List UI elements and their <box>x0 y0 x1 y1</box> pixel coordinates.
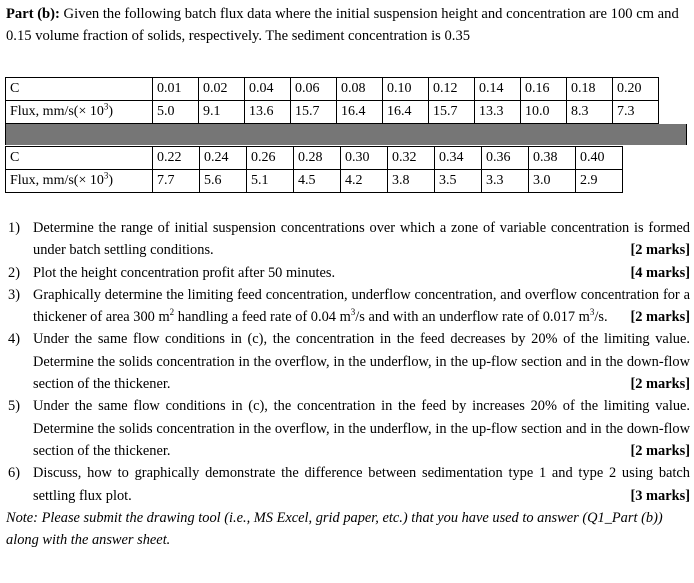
c-value: 0.04 <box>245 78 291 101</box>
question-item <box>6 262 690 284</box>
c-value: 0.10 <box>383 78 429 101</box>
flux-label <box>6 170 153 193</box>
question-number: 2) <box>8 264 20 281</box>
flux-label-text: Flux, mm/s(× 10 <box>10 104 104 119</box>
c-value: 0.32 <box>388 147 435 170</box>
concentration-label: C <box>6 147 153 170</box>
c-value: 0.36 <box>482 147 529 170</box>
flux-value: 4.5 <box>294 170 341 193</box>
flux-value: 5.1 <box>247 170 294 193</box>
flux-value: 7.7 <box>153 170 200 193</box>
c-value: 0.38 <box>529 147 576 170</box>
question-item <box>6 395 690 462</box>
flux-value: 2.9 <box>576 170 623 193</box>
question-marks: [3 marks] <box>630 487 690 504</box>
superscript: 3 <box>350 307 356 318</box>
question-marks: [4 marks] <box>630 264 690 281</box>
question-text: Graphically determine the limiting feed concentration, underflow concentration, and overflow concentration for a thickener of area 300 m <box>33 286 690 326</box>
question-marks: [2 marks] <box>630 309 690 326</box>
question-text: /s. <box>594 309 608 326</box>
c-value: 0.08 <box>337 78 383 101</box>
c-value: 0.02 <box>199 78 245 101</box>
question-list <box>6 217 690 551</box>
question-marks: [2 marks] <box>630 242 690 259</box>
c-value: 0.26 <box>247 147 294 170</box>
c-value: 0.14 <box>475 78 521 101</box>
c-value: 0.06 <box>291 78 337 101</box>
flux-value: 7.3 <box>613 101 659 124</box>
question-item <box>6 284 690 329</box>
superscript: 2 <box>169 307 175 318</box>
flux-value: 8.3 <box>567 101 613 124</box>
c-value: 0.12 <box>429 78 475 101</box>
question-item <box>6 328 690 395</box>
flux-value: 3.8 <box>388 170 435 193</box>
c-value: 0.40 <box>576 147 623 170</box>
table-separator-bar <box>5 124 687 145</box>
question-number: 1) <box>8 220 20 236</box>
question-number: 4) <box>8 331 20 348</box>
flux-value: 9.1 <box>199 101 245 124</box>
c-value: 0.01 <box>153 78 199 101</box>
flux-value: 13.6 <box>245 101 291 124</box>
flux-value: 3.3 <box>482 170 529 193</box>
intro-paragraph <box>6 4 690 47</box>
part-label: Part (b): <box>6 6 60 22</box>
question-item <box>6 462 690 507</box>
flux-value: 15.7 <box>429 101 475 124</box>
flux-value: 5.6 <box>200 170 247 193</box>
flux-value: 16.4 <box>337 101 383 124</box>
flux-value: 3.0 <box>529 170 576 193</box>
c-value: 0.28 <box>294 147 341 170</box>
c-value: 0.30 <box>341 147 388 170</box>
question-text: handling a feed rate of 0.04 m <box>174 309 351 326</box>
flux-row <box>6 170 623 193</box>
flux-value: 15.7 <box>291 101 337 124</box>
flux-label-exponent: 3 <box>103 170 109 181</box>
flux-value: 3.5 <box>435 170 482 193</box>
c-value: 0.34 <box>435 147 482 170</box>
c-value: 0.18 <box>567 78 613 101</box>
question-number: 5) <box>8 398 20 415</box>
question-item <box>6 217 690 262</box>
concentration-label: C <box>6 78 153 101</box>
intro-text: Given the following batch flux data where the initial suspension height and concentration are 100 cm and 0.15 volume fraction of solids, respectively. The sediment concentration is 0.35 <box>6 6 679 44</box>
concentration-row <box>6 78 659 101</box>
submission-note: Note: Please submit the drawing tool (i.e., MS Excel, grid paper, etc.) that you have used to answer (Q1_Part (b)) along with the answer sheet. <box>6 509 663 549</box>
question-text: /s and with an underflow rate of 0.017 m <box>355 309 590 326</box>
flux-label <box>6 101 153 124</box>
question-marks: [2 marks] <box>630 442 690 459</box>
flux-value: 13.3 <box>475 101 521 124</box>
question-number: 6) <box>8 465 20 482</box>
question-text: Discuss, how to graphically demonstrate the difference between sedimentation type 1 and type 2 using batch settling flux plot. <box>33 465 690 504</box>
c-value: 0.20 <box>613 78 659 101</box>
question-text: Plot the height concentration profit after 50 minutes. <box>33 264 336 281</box>
flux-table-1 <box>5 77 659 124</box>
superscript: 3 <box>589 307 595 318</box>
flux-table-2 <box>5 146 623 193</box>
flux-label-text: Flux, mm/s(× 10 <box>10 173 104 188</box>
question-marks: [2 marks] <box>630 376 690 393</box>
question-number: 3) <box>8 286 20 303</box>
c-value: 0.24 <box>200 147 247 170</box>
flux-value: 5.0 <box>153 101 199 124</box>
flux-label-close: ) <box>108 173 114 188</box>
question-text: Under the same flow conditions in (c), the concentration in the feed by increases 20% of the limiting value. Determine the solids concentration in the overflow, in the underflow, in the up-flow section and in the down-flow section of the thickener. <box>33 398 690 459</box>
flux-value: 10.0 <box>521 101 567 124</box>
c-value: 0.22 <box>153 147 200 170</box>
c-value: 0.16 <box>521 78 567 101</box>
question-text: Under the same flow conditions in (c), the concentration in the feed decreases by 20% of the limiting value. Determine the solids concentration in the overflow, in the underflow, in the up-flow section and in the down-flow section of the thickener. <box>33 331 690 393</box>
flux-value: 4.2 <box>341 170 388 193</box>
flux-label-exponent: 3 <box>103 101 109 112</box>
concentration-row <box>6 147 623 170</box>
question-text: Determine the range of initial suspension concentrations over which a zone of variable concentration is formed under batch settling conditions. <box>33 220 690 259</box>
flux-row <box>6 101 659 124</box>
flux-label-close: ) <box>108 104 114 119</box>
flux-value: 16.4 <box>383 101 429 124</box>
